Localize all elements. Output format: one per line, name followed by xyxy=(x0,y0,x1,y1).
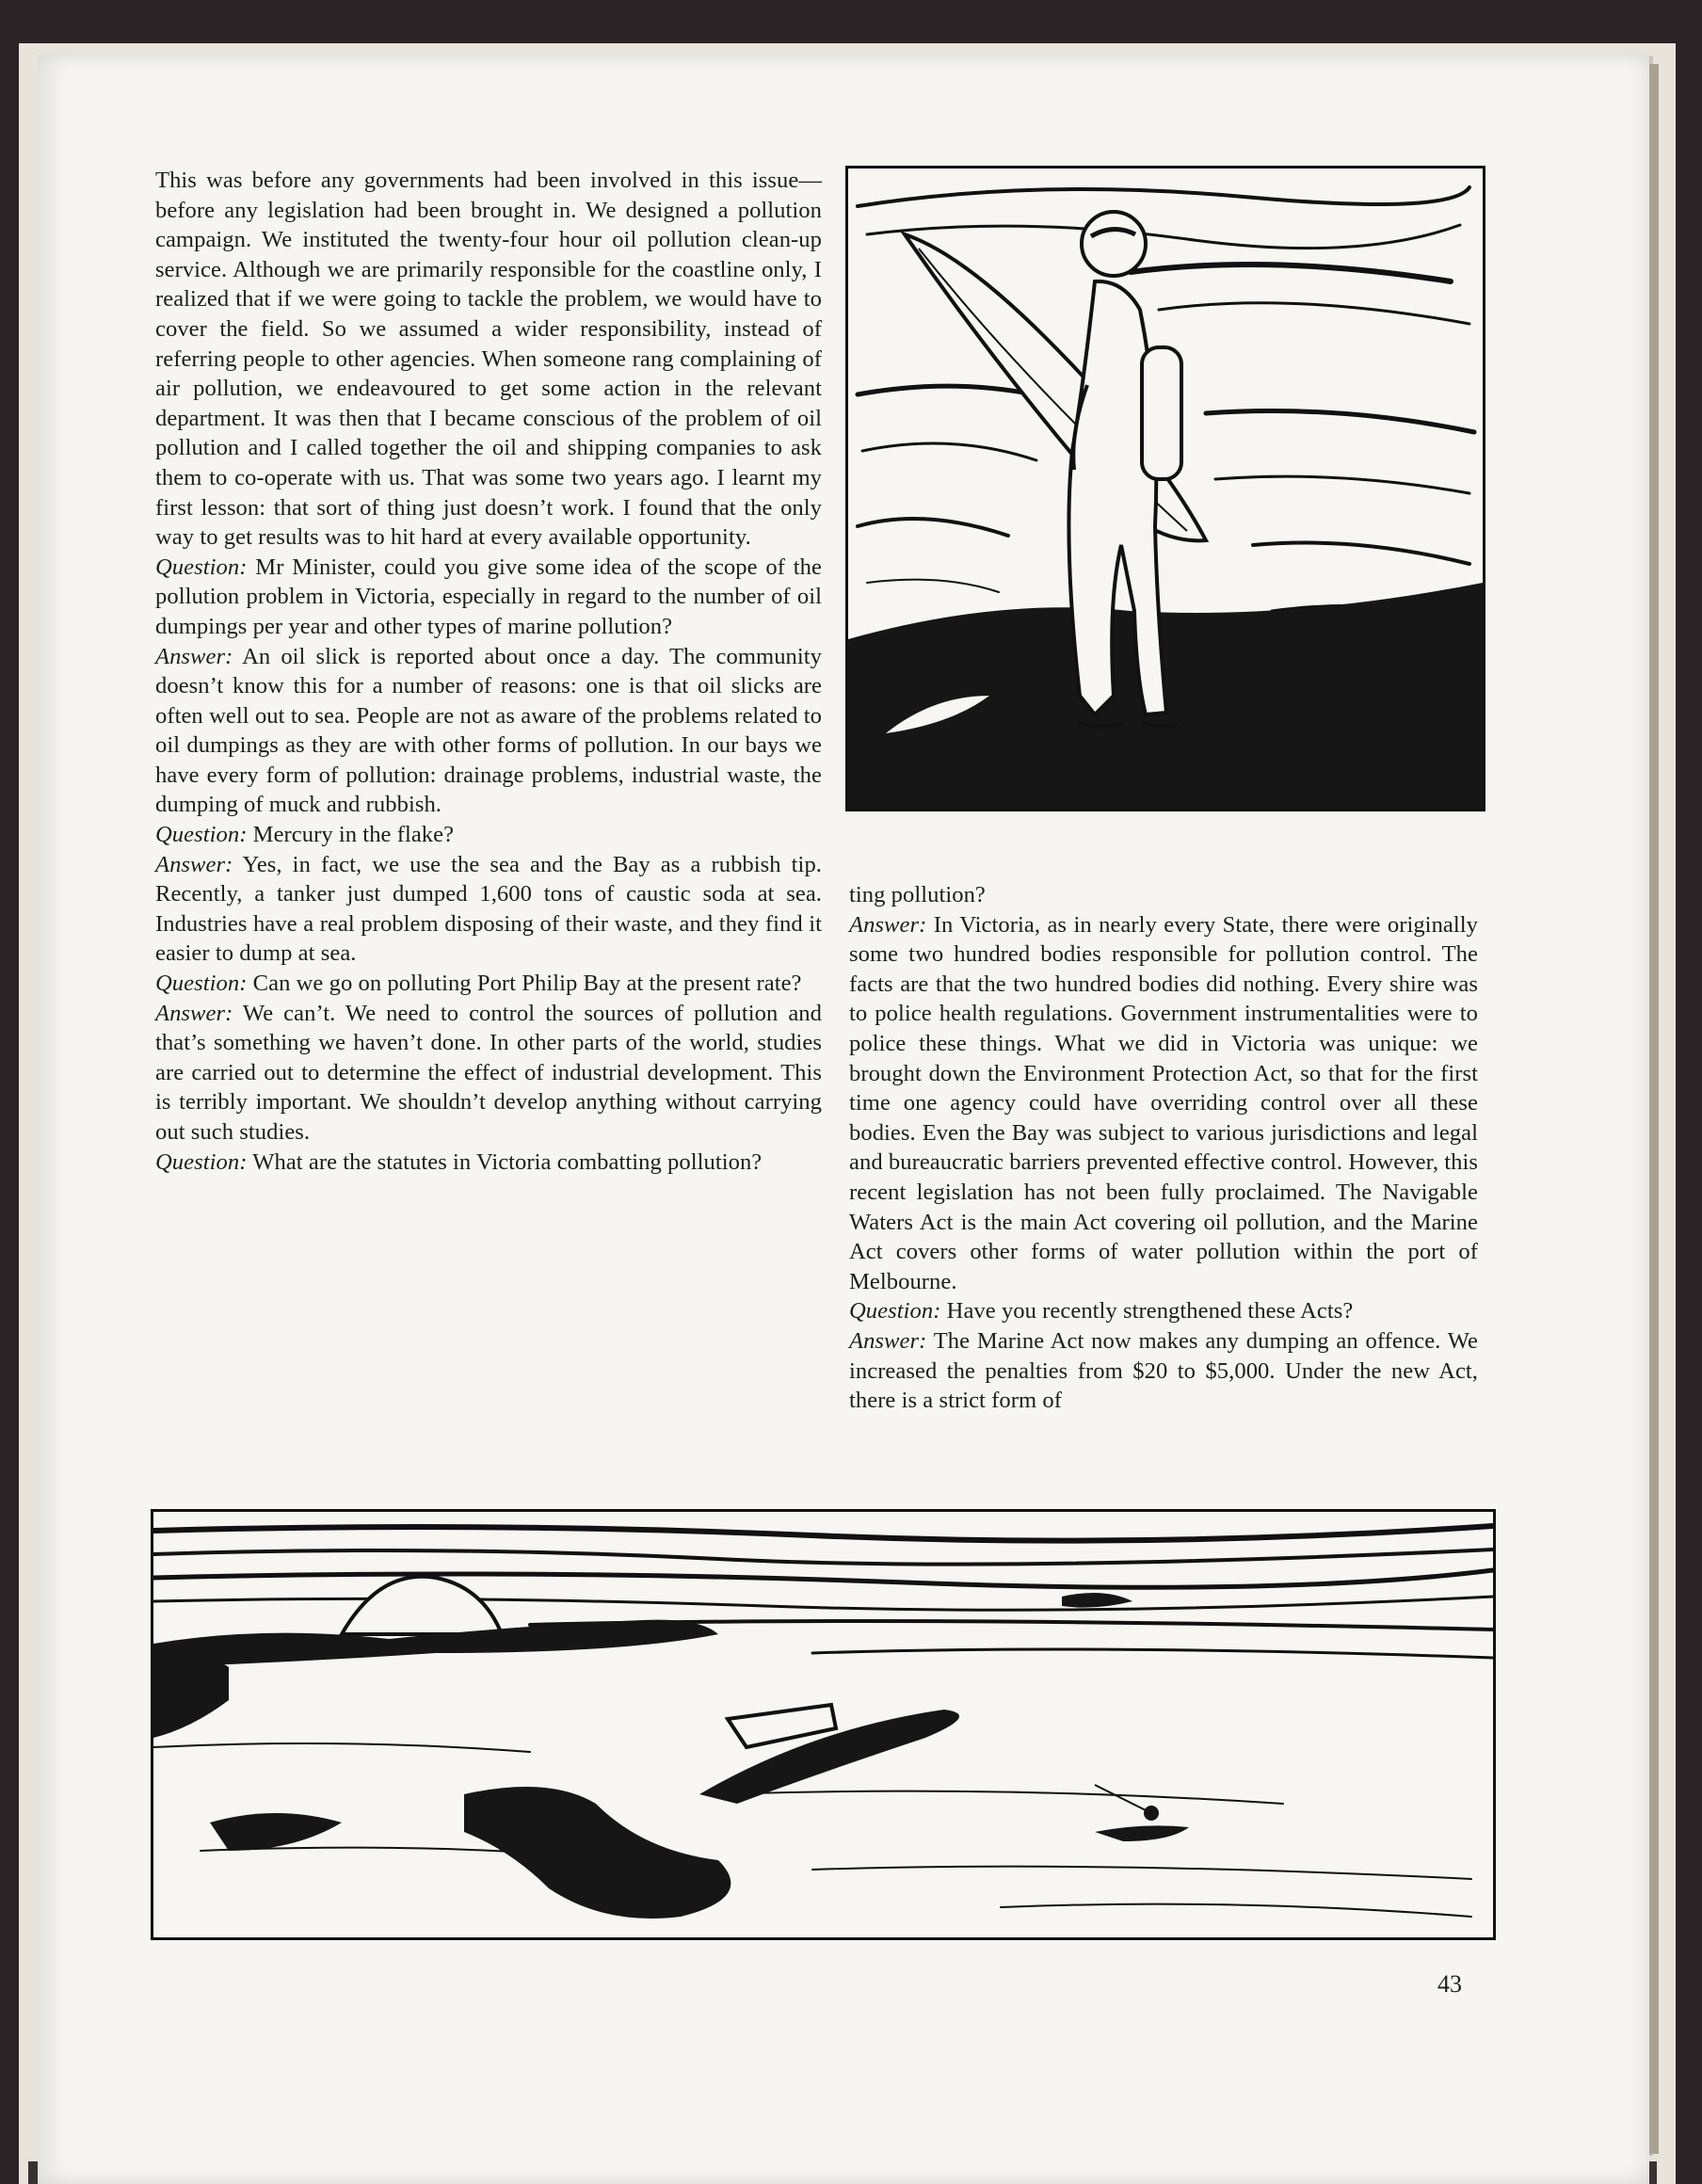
speaker-label: Question: xyxy=(155,1148,248,1175)
text-column-right xyxy=(849,880,1478,1416)
qa-paragraph xyxy=(155,999,822,1148)
bay-illustration xyxy=(151,1509,1496,1940)
surfer-with-surfboard-illustration xyxy=(848,169,1483,809)
paragraph-text: Mercury in the flake? xyxy=(252,822,455,848)
speaker-label: Answer: xyxy=(155,643,233,669)
paragraph-text: Mr Minister, could you give some idea of the scope of the pollution problem in Victoria, especially in regard to the number of oil dumpings per year and other types of marine pollution? xyxy=(155,554,822,639)
speaker-label: Question: xyxy=(155,971,248,997)
paragraph-text: The Marine Act now makes any dumping an offence. We increased the penalties from $20 to $5,000. Under the new Act, there is a strict form of xyxy=(849,1327,1478,1414)
paragraph-text: In Victoria, as in nearly every State, there were originally some two hundred bodies responsible for pollution control. The facts are that the two hundred bodies did nothing. Every shire was to police health regulations. Government instrumentalities were to police these things. What we did in Victoria was unique: we brought down the Environment Protection Act, so that for the first time one agency could have overriding control over all these bodies. Even the Bay was subject to various jurisdictions and legal and bureaucratic barriers prevented effective control. However, this recent legislation has not been fully proclaimed. The Navigable Waters Act is the main Act covering oil pollution, and the Marine Act covers other forms of water pollution within the port of Melbourne. xyxy=(849,911,1478,1294)
bay-sunset-boats-illustration xyxy=(153,1512,1493,1937)
speaker-label: Question: xyxy=(155,822,248,848)
paragraph xyxy=(155,166,822,553)
paragraph-text: This was before any governments had been involved in this issue—before any legislation had been brought in. We designed a pollution campaign. We instituted the twenty-four hour oil pollution clean-up service. Although we are primarily responsible for the coastline only, I realized that if we were going to tackle the problem, we would have to cover the field. So we assumed a wider responsibility, instead of referring people to other agencies. When someone rang complaining of air pollution, we endeavoured to get some action in the relevant department. It was then that I became conscious of the problem of oil pollution and I called together the oil and shipping companies to ask them to co-operate with us. That was some two years ago. I learnt my first lesson: that sort of thing just doesn’t work. I found that the only way to get results was to hit hard at every available opportunity. xyxy=(155,168,822,551)
speaker-label: Question: xyxy=(849,1298,941,1325)
paragraph-text: Can we go on polluting Port Philip Bay at the present rate? xyxy=(252,971,802,997)
qa-paragraph xyxy=(849,1326,1478,1416)
text-column-left xyxy=(155,166,822,1177)
qa-paragraph xyxy=(155,642,822,821)
speaker-label: Answer: xyxy=(155,1000,233,1026)
page-number: 43 xyxy=(1437,1970,1462,1998)
qa-paragraph xyxy=(155,1148,822,1178)
paragraph-text: What are the statutes in Victoria combatting pollution? xyxy=(252,1148,763,1175)
paragraph-text: We can’t. We need to control the sources of pollution and that’s something we haven’t done. In other parts of the world, studies are carried out to determine the effect of industrial development. This is terribly important. We shouldn’t develop anything without carrying out such studies. xyxy=(155,1000,822,1145)
paragraph-text: Yes, in fact, we use the sea and the Bay as a rubbish tip. Recently, a tanker just dumped 1,600 tons of caustic soda at sea. Industries have a real problem disposing of their waste, and they find it easier to dump at sea. xyxy=(155,851,822,967)
qa-paragraph xyxy=(155,820,822,850)
paragraph-text: Have you recently strengthened these Acts? xyxy=(946,1298,1354,1325)
speaker-label: Answer: xyxy=(849,911,927,938)
paragraph-continuation: ting pollution? xyxy=(849,882,986,907)
qa-paragraph xyxy=(155,553,822,642)
speaker-label: Question: xyxy=(155,554,248,580)
qa-paragraph xyxy=(849,1296,1478,1326)
qa-paragraph xyxy=(849,910,1478,1297)
speaker-label: Answer: xyxy=(849,1327,927,1354)
surfer-illustration xyxy=(845,166,1485,811)
qa-paragraph xyxy=(155,969,822,999)
book-page xyxy=(38,55,1649,2184)
speaker-label: Answer: xyxy=(155,851,233,877)
paragraph-text: An oil slick is reported about once a day. The community doesn’t know this for a number of reasons: one is that oil slicks are often well out to sea. People are not as aware of the problems related to oil dumpings as they are with other forms of pollution. In our bays we have every form of pollution: drainage problems, industrial waste, the dumping of muck and rubbish. xyxy=(155,643,822,818)
qa-paragraph xyxy=(155,850,822,969)
